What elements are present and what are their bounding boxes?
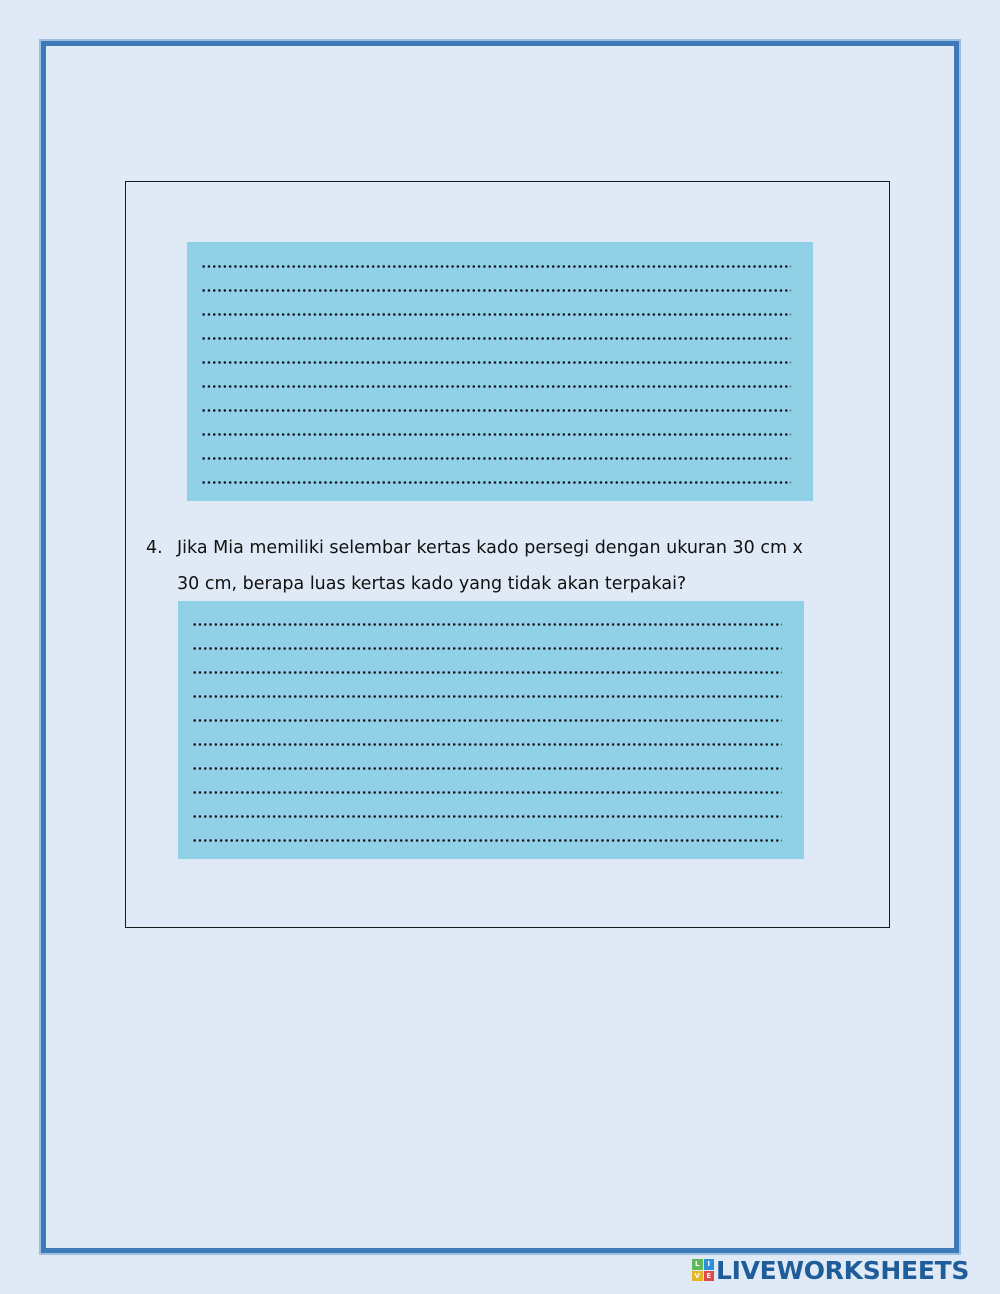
dotted-answer-line[interactable]: [192, 684, 782, 708]
logo-tile: L: [692, 1259, 703, 1270]
dotted-answer-line[interactable]: [201, 278, 791, 302]
dotted-answer-line[interactable]: [201, 422, 791, 446]
dotted-answer-line[interactable]: [192, 708, 782, 732]
dotted-answer-line[interactable]: [192, 780, 782, 804]
brand-name: LIVEWORKSHEETS: [716, 1255, 970, 1285]
dotted-answer-line[interactable]: [201, 326, 791, 350]
answer-box-1[interactable]: [187, 242, 813, 501]
dotted-answer-line[interactable]: [192, 804, 782, 828]
logo-tile: E: [704, 1271, 715, 1282]
question-number: 4.: [146, 538, 163, 558]
dotted-answer-line[interactable]: [192, 612, 782, 636]
dotted-answer-line[interactable]: [201, 302, 791, 326]
dotted-answer-line[interactable]: [192, 636, 782, 660]
logo-tile: V: [692, 1271, 703, 1282]
logo-tile: I: [704, 1259, 715, 1270]
question-text: [177, 530, 837, 602]
question-text-line-2: 30 cm, berapa luas kertas kado yang tidak akan terpakai?: [177, 574, 687, 594]
dotted-answer-line[interactable]: [201, 446, 791, 470]
question-text-line-1: Jika Mia memiliki selembar kertas kado persegi dengan ukuran 30 cm x: [177, 538, 803, 558]
dotted-answer-line[interactable]: [201, 254, 791, 278]
dotted-answer-line[interactable]: [201, 350, 791, 374]
answer-box-2[interactable]: [178, 601, 804, 859]
dotted-answer-line[interactable]: [192, 660, 782, 684]
liveworksheets-logo-icon: [692, 1259, 714, 1281]
dotted-answer-line[interactable]: [201, 398, 791, 422]
dotted-answer-line[interactable]: [192, 756, 782, 780]
dotted-answer-line[interactable]: [192, 732, 782, 756]
dotted-answer-line[interactable]: [201, 374, 791, 398]
dotted-answer-line[interactable]: [192, 828, 782, 852]
dotted-answer-line[interactable]: [201, 470, 791, 494]
liveworksheets-brand: [692, 1257, 969, 1283]
